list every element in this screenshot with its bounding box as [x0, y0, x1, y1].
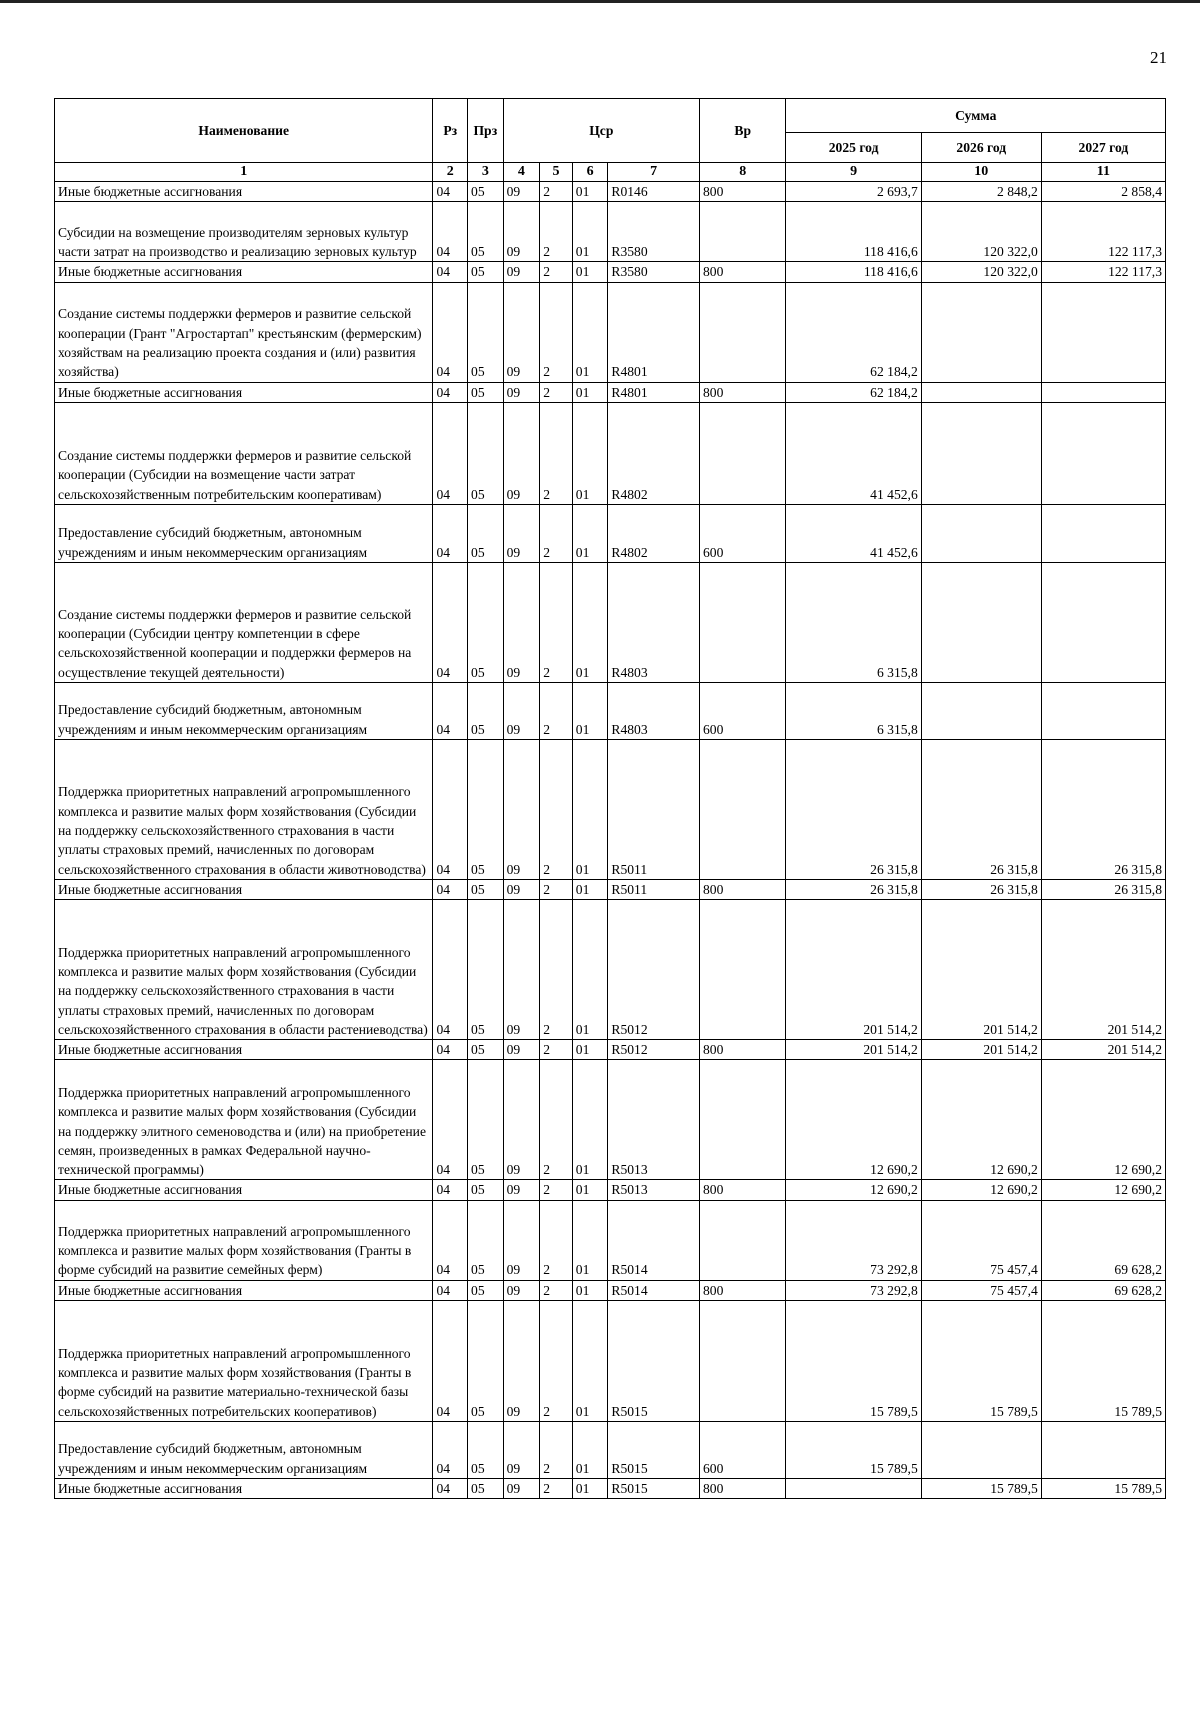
row-sum-2027: 69 628,2 [1041, 1280, 1165, 1300]
row-csr-code: R5015 [608, 1301, 700, 1422]
row-prz: 05 [468, 562, 504, 682]
row-name: Иные бюджетные ассигнования [55, 1180, 433, 1200]
row-csr-subprogram: 2 [540, 1301, 573, 1422]
row-sum-2027: 15 789,5 [1041, 1301, 1165, 1422]
table-row [55, 1060, 1166, 1180]
column-number-cell: 6 [572, 163, 608, 182]
row-csr-subprogram: 2 [540, 682, 573, 739]
table-row [55, 282, 1166, 382]
row-prz: 05 [468, 879, 504, 899]
row-prz: 05 [468, 282, 504, 382]
row-csr-subprogram: 2 [540, 900, 573, 1040]
row-name: Поддержка приоритетных направлений агропромышленного комплекса и развитие малых форм хозяйствования (Субсидии на поддержку сельскохозяйственного страхования в части уплаты страховых премий, начисленных по договорам сельскохозяйственного страхования в области животноводства) [55, 739, 433, 879]
row-csr-program: 09 [503, 402, 540, 504]
row-csr-event: 01 [572, 402, 608, 504]
table-row [55, 900, 1166, 1040]
table-row [55, 1479, 1166, 1499]
budget-table [54, 98, 1166, 1499]
row-csr-subprogram: 2 [540, 1422, 573, 1479]
row-csr-code: R4803 [608, 562, 700, 682]
row-csr-program: 09 [503, 282, 540, 382]
row-rz: 04 [433, 682, 468, 739]
header-rz: Рз [433, 99, 468, 163]
row-vr: 800 [699, 1280, 785, 1300]
row-vr: 600 [699, 1422, 785, 1479]
row-name: Иные бюджетные ассигнования [55, 1479, 433, 1499]
row-csr-event: 01 [572, 1280, 608, 1300]
row-name: Поддержка приоритетных направлений агропромышленного комплекса и развитие малых форм хозяйствования (Гранты в форме субсидий на развитие материально-технической базы сельскохозяйственных потребительских кооперативов) [55, 1301, 433, 1422]
row-rz: 04 [433, 739, 468, 879]
table-row [55, 879, 1166, 899]
row-rz: 04 [433, 900, 468, 1040]
row-csr-subprogram: 2 [540, 382, 573, 402]
table-row [55, 202, 1166, 262]
row-sum-2025: 12 690,2 [786, 1060, 921, 1180]
row-sum-2025: 12 690,2 [786, 1180, 921, 1200]
row-rz: 04 [433, 262, 468, 282]
table-row [55, 262, 1166, 282]
row-rz: 04 [433, 1180, 468, 1200]
row-csr-program: 09 [503, 739, 540, 879]
row-vr: 800 [699, 1479, 785, 1499]
row-sum-2027: 12 690,2 [1041, 1060, 1165, 1180]
row-csr-event: 01 [572, 1060, 608, 1180]
row-sum-2025: 62 184,2 [786, 382, 921, 402]
row-csr-event: 01 [572, 900, 608, 1040]
row-prz: 05 [468, 382, 504, 402]
row-sum-2025: 26 315,8 [786, 739, 921, 879]
row-sum-2027: 15 789,5 [1041, 1479, 1165, 1499]
row-sum-2027 [1041, 562, 1165, 682]
row-csr-code: R5012 [608, 900, 700, 1040]
row-rz: 04 [433, 879, 468, 899]
row-csr-program: 09 [503, 382, 540, 402]
row-rz: 04 [433, 1200, 468, 1280]
row-csr-code: R5012 [608, 1040, 700, 1060]
row-name: Иные бюджетные ассигнования [55, 382, 433, 402]
row-csr-code: R5011 [608, 879, 700, 899]
row-csr-program: 09 [503, 682, 540, 739]
row-csr-subprogram: 2 [540, 1200, 573, 1280]
row-csr-program: 09 [503, 504, 540, 562]
row-csr-program: 09 [503, 1280, 540, 1300]
row-csr-code: R5013 [608, 1060, 700, 1180]
row-csr-program: 09 [503, 182, 540, 202]
table-body [55, 182, 1166, 1499]
row-sum-2027 [1041, 282, 1165, 382]
row-name: Иные бюджетные ассигнования [55, 182, 433, 202]
row-csr-event: 01 [572, 1422, 608, 1479]
row-name: Субсидии на возмещение производителям зерновых культур части затрат на производство и реализацию зерновых культур [55, 202, 433, 262]
row-sum-2026: 12 690,2 [921, 1180, 1041, 1200]
row-csr-code: R4802 [608, 402, 700, 504]
page-number: 21 [1150, 48, 1167, 67]
row-csr-subprogram: 2 [540, 1280, 573, 1300]
row-vr: 800 [699, 879, 785, 899]
row-csr-event: 01 [572, 682, 608, 739]
row-vr: 800 [699, 262, 785, 282]
row-csr-subprogram: 2 [540, 262, 573, 282]
row-sum-2025 [786, 1479, 921, 1499]
column-number-cell: 11 [1041, 163, 1165, 182]
row-csr-event: 01 [572, 1180, 608, 1200]
row-prz: 05 [468, 262, 504, 282]
row-prz: 05 [468, 1040, 504, 1060]
header-vr: Вр [699, 99, 785, 163]
row-name: Иные бюджетные ассигнования [55, 1280, 433, 1300]
row-rz: 04 [433, 1479, 468, 1499]
row-vr [699, 402, 785, 504]
row-sum-2026: 201 514,2 [921, 1040, 1041, 1060]
row-csr-code: R3580 [608, 262, 700, 282]
row-csr-event: 01 [572, 202, 608, 262]
row-csr-program: 09 [503, 262, 540, 282]
row-sum-2025: 15 789,5 [786, 1422, 921, 1479]
column-number-cell: 3 [468, 163, 504, 182]
row-prz: 05 [468, 504, 504, 562]
row-name: Поддержка приоритетных направлений агропромышленного комплекса и развитие малых форм хозяйствования (Субсидии на поддержку сельскохозяйственного страхования в части уплаты страховых премий, начисленных по договорам сельскохозяйственного страхования в области растениеводства) [55, 900, 433, 1040]
row-vr [699, 1200, 785, 1280]
row-csr-code: R5014 [608, 1200, 700, 1280]
row-name: Предоставление субсидий бюджетным, автономным учреждениям и иным некоммерческим организациям [55, 682, 433, 739]
row-prz: 05 [468, 900, 504, 1040]
table-row [55, 402, 1166, 504]
header-sum: Сумма [786, 99, 1166, 133]
row-vr [699, 202, 785, 262]
row-name: Поддержка приоритетных направлений агропромышленного комплекса и развитие малых форм хозяйствования (Гранты в форме субсидий на развитие семейных ферм) [55, 1200, 433, 1280]
row-sum-2027: 201 514,2 [1041, 1040, 1165, 1060]
row-name: Иные бюджетные ассигнования [55, 262, 433, 282]
row-csr-event: 01 [572, 1301, 608, 1422]
row-sum-2025: 118 416,6 [786, 262, 921, 282]
table-row [55, 1280, 1166, 1300]
row-csr-code: R4801 [608, 282, 700, 382]
row-vr [699, 900, 785, 1040]
row-vr: 800 [699, 382, 785, 402]
row-csr-subprogram: 2 [540, 1040, 573, 1060]
row-rz: 04 [433, 1280, 468, 1300]
row-sum-2027: 2 858,4 [1041, 182, 1165, 202]
column-number-cell: 2 [433, 163, 468, 182]
row-sum-2026: 201 514,2 [921, 900, 1041, 1040]
table-row [55, 1200, 1166, 1280]
row-prz: 05 [468, 1422, 504, 1479]
row-sum-2025: 26 315,8 [786, 879, 921, 899]
row-vr [699, 562, 785, 682]
row-csr-subprogram: 2 [540, 562, 573, 682]
row-rz: 04 [433, 182, 468, 202]
row-vr: 600 [699, 682, 785, 739]
row-name: Создание системы поддержки фермеров и развитие сельской кооперации (Грант "Агростартап" крестьянским (фермерским) хозяйствам на реализацию проекта создания и (или) развития хозяйства) [55, 282, 433, 382]
row-prz: 05 [468, 1060, 504, 1180]
row-csr-subprogram: 2 [540, 1180, 573, 1200]
row-sum-2027 [1041, 382, 1165, 402]
row-name: Поддержка приоритетных направлений агропромышленного комплекса и развитие малых форм хозяйствования (Субсидии на поддержку элитного семеноводства и (или) на приобретение семян, произведенных в рамках Федеральной научно-технической программы) [55, 1060, 433, 1180]
row-sum-2026: 75 457,4 [921, 1280, 1041, 1300]
row-sum-2027: 69 628,2 [1041, 1200, 1165, 1280]
row-csr-program: 09 [503, 879, 540, 899]
row-vr [699, 1301, 785, 1422]
row-sum-2027: 26 315,8 [1041, 739, 1165, 879]
row-csr-code: R5011 [608, 739, 700, 879]
row-sum-2026 [921, 382, 1041, 402]
row-prz: 05 [468, 739, 504, 879]
row-csr-program: 09 [503, 1060, 540, 1180]
row-csr-event: 01 [572, 562, 608, 682]
row-name: Создание системы поддержки фермеров и развитие сельской кооперации (Субсидии центру компетенции в сфере сельскохозяйственной кооперации и поддержки фермеров на осуществление текущей деятельности) [55, 562, 433, 682]
row-sum-2026: 12 690,2 [921, 1060, 1041, 1180]
row-prz: 05 [468, 1200, 504, 1280]
row-sum-2026: 15 789,5 [921, 1301, 1041, 1422]
row-sum-2026: 2 848,2 [921, 182, 1041, 202]
row-sum-2025: 62 184,2 [786, 282, 921, 382]
row-rz: 04 [433, 382, 468, 402]
row-vr: 800 [699, 1180, 785, 1200]
row-sum-2026: 75 457,4 [921, 1200, 1041, 1280]
table-row [55, 682, 1166, 739]
row-vr: 800 [699, 1040, 785, 1060]
row-vr [699, 282, 785, 382]
row-csr-code: R4801 [608, 382, 700, 402]
row-csr-event: 01 [572, 739, 608, 879]
table-row [55, 739, 1166, 879]
row-csr-code: R4803 [608, 682, 700, 739]
table-row [55, 1301, 1166, 1422]
row-prz: 05 [468, 402, 504, 504]
row-prz: 05 [468, 202, 504, 262]
row-csr-program: 09 [503, 1301, 540, 1422]
row-csr-event: 01 [572, 1479, 608, 1499]
row-sum-2026: 26 315,8 [921, 879, 1041, 899]
row-sum-2026: 15 789,5 [921, 1479, 1041, 1499]
row-vr [699, 1060, 785, 1180]
row-sum-2027 [1041, 682, 1165, 739]
row-csr-code: R4802 [608, 504, 700, 562]
row-csr-subprogram: 2 [540, 1060, 573, 1180]
row-csr-subprogram: 2 [540, 739, 573, 879]
row-csr-code: R5014 [608, 1280, 700, 1300]
row-rz: 04 [433, 1040, 468, 1060]
row-csr-program: 09 [503, 1422, 540, 1479]
column-number-cell: 1 [55, 163, 433, 182]
row-sum-2027: 122 117,3 [1041, 202, 1165, 262]
row-rz: 04 [433, 1422, 468, 1479]
row-sum-2026 [921, 402, 1041, 504]
row-csr-subprogram: 2 [540, 504, 573, 562]
row-csr-event: 01 [572, 382, 608, 402]
table-row [55, 1422, 1166, 1479]
column-number-cell: 4 [503, 163, 540, 182]
row-rz: 04 [433, 1060, 468, 1180]
row-prz: 05 [468, 682, 504, 739]
row-sum-2026: 26 315,8 [921, 739, 1041, 879]
row-sum-2027 [1041, 504, 1165, 562]
row-sum-2026 [921, 282, 1041, 382]
row-sum-2025: 41 452,6 [786, 402, 921, 504]
row-sum-2025: 73 292,8 [786, 1280, 921, 1300]
header-year-2026: 2026 год [921, 133, 1041, 163]
row-sum-2025: 201 514,2 [786, 1040, 921, 1060]
column-number-cell: 9 [786, 163, 921, 182]
row-vr: 600 [699, 504, 785, 562]
table-row [55, 504, 1166, 562]
row-sum-2025: 6 315,8 [786, 562, 921, 682]
row-csr-event: 01 [572, 1040, 608, 1060]
table-row [55, 182, 1166, 202]
header-prz: Прз [468, 99, 504, 163]
row-csr-event: 01 [572, 262, 608, 282]
table-row [55, 1180, 1166, 1200]
row-sum-2025: 6 315,8 [786, 682, 921, 739]
row-sum-2026 [921, 504, 1041, 562]
row-sum-2027: 26 315,8 [1041, 879, 1165, 899]
row-sum-2025: 41 452,6 [786, 504, 921, 562]
row-csr-event: 01 [572, 1200, 608, 1280]
row-csr-code: R3580 [608, 202, 700, 262]
row-sum-2027: 201 514,2 [1041, 900, 1165, 1040]
header-csr: Цср [503, 99, 699, 163]
row-sum-2026 [921, 682, 1041, 739]
row-csr-subprogram: 2 [540, 182, 573, 202]
row-sum-2025: 118 416,6 [786, 202, 921, 262]
row-prz: 05 [468, 1479, 504, 1499]
row-csr-code: R5015 [608, 1479, 700, 1499]
table-row [55, 562, 1166, 682]
header-year-2027: 2027 год [1041, 133, 1165, 163]
header-year-2025: 2025 год [786, 133, 921, 163]
row-csr-program: 09 [503, 1180, 540, 1200]
row-csr-subprogram: 2 [540, 879, 573, 899]
header-name: Наименование [55, 99, 433, 163]
column-numbers-row [55, 163, 1166, 182]
row-name: Иные бюджетные ассигнования [55, 879, 433, 899]
row-sum-2027: 12 690,2 [1041, 1180, 1165, 1200]
row-name: Предоставление субсидий бюджетным, автономным учреждениям и иным некоммерческим организациям [55, 1422, 433, 1479]
row-sum-2026 [921, 1422, 1041, 1479]
row-csr-subprogram: 2 [540, 202, 573, 262]
row-prz: 05 [468, 182, 504, 202]
row-csr-subprogram: 2 [540, 402, 573, 504]
row-csr-program: 09 [503, 900, 540, 1040]
row-vr [699, 739, 785, 879]
row-rz: 04 [433, 562, 468, 682]
row-prz: 05 [468, 1280, 504, 1300]
row-sum-2026 [921, 562, 1041, 682]
row-name: Предоставление субсидий бюджетным, автономным учреждениям и иным некоммерческим организациям [55, 504, 433, 562]
row-vr: 800 [699, 182, 785, 202]
row-prz: 05 [468, 1180, 504, 1200]
row-name: Создание системы поддержки фермеров и развитие сельской кооперации (Субсидии на возмещение части затрат сельскохозяйственным потребительским кооперативам) [55, 402, 433, 504]
row-sum-2025: 201 514,2 [786, 900, 921, 1040]
row-sum-2025: 15 789,5 [786, 1301, 921, 1422]
row-name: Иные бюджетные ассигнования [55, 1040, 433, 1060]
row-csr-program: 09 [503, 1040, 540, 1060]
row-csr-subprogram: 2 [540, 282, 573, 382]
row-csr-program: 09 [503, 1200, 540, 1280]
row-csr-code: R0146 [608, 182, 700, 202]
row-rz: 04 [433, 202, 468, 262]
row-prz: 05 [468, 1301, 504, 1422]
row-csr-event: 01 [572, 504, 608, 562]
row-csr-program: 09 [503, 202, 540, 262]
row-rz: 04 [433, 504, 468, 562]
row-sum-2025: 2 693,7 [786, 182, 921, 202]
table-row [55, 1040, 1166, 1060]
row-csr-subprogram: 2 [540, 1479, 573, 1499]
row-sum-2025: 73 292,8 [786, 1200, 921, 1280]
row-csr-program: 09 [503, 562, 540, 682]
column-number-cell: 5 [540, 163, 573, 182]
row-rz: 04 [433, 1301, 468, 1422]
table-row [55, 382, 1166, 402]
column-number-cell: 10 [921, 163, 1041, 182]
row-csr-code: R5013 [608, 1180, 700, 1200]
column-number-cell: 8 [699, 163, 785, 182]
row-csr-program: 09 [503, 1479, 540, 1499]
row-csr-event: 01 [572, 182, 608, 202]
row-rz: 04 [433, 402, 468, 504]
row-sum-2026: 120 322,0 [921, 262, 1041, 282]
row-sum-2027 [1041, 1422, 1165, 1479]
row-rz: 04 [433, 282, 468, 382]
row-sum-2026: 120 322,0 [921, 202, 1041, 262]
row-sum-2027 [1041, 402, 1165, 504]
row-csr-code: R5015 [608, 1422, 700, 1479]
column-number-cell: 7 [608, 163, 700, 182]
row-sum-2027: 122 117,3 [1041, 262, 1165, 282]
row-csr-event: 01 [572, 879, 608, 899]
scan-top-border [0, 0, 1200, 3]
row-csr-event: 01 [572, 282, 608, 382]
